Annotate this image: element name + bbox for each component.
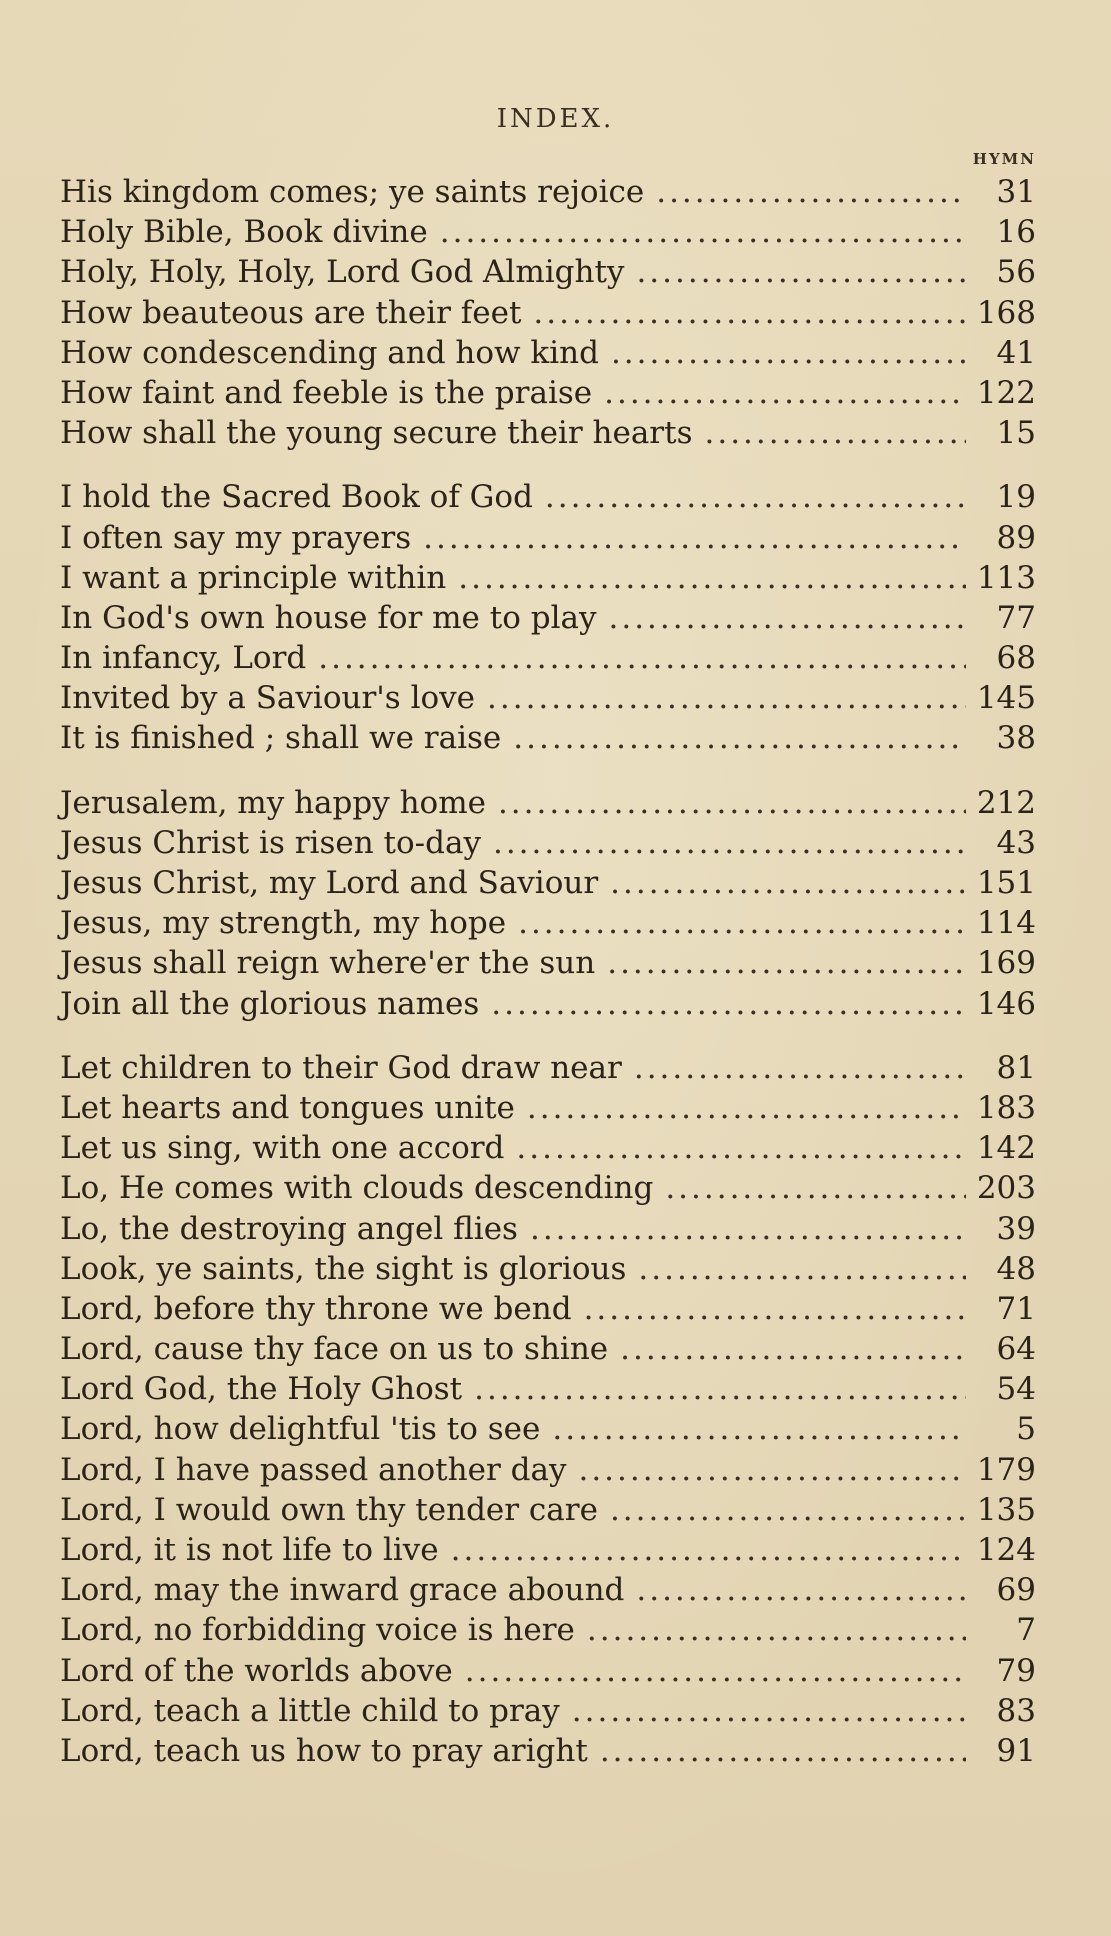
hymn-number: 69 xyxy=(996,1572,1036,1609)
dot-leader xyxy=(423,518,966,558)
index-entry xyxy=(60,1610,1036,1650)
dot-leader xyxy=(440,212,966,252)
dot-leader xyxy=(465,1651,966,1691)
index-entry xyxy=(60,1450,1036,1490)
dot-leader xyxy=(587,1610,966,1650)
hymn-number: 151 xyxy=(976,865,1036,901)
dot-leader xyxy=(584,1289,966,1329)
index-entry xyxy=(60,638,1036,678)
hymn-title: In infancy, Lord xyxy=(60,640,307,677)
index-entry xyxy=(60,252,1036,292)
dot-leader xyxy=(491,984,966,1024)
hymn-number: 77 xyxy=(996,599,1036,636)
hymn-index xyxy=(60,172,1036,1771)
hymn-title: I want a principle within xyxy=(60,559,447,596)
dot-leader xyxy=(610,863,966,903)
hymn-number: 79 xyxy=(996,1652,1036,1689)
hymn-number: 48 xyxy=(996,1250,1036,1287)
dot-leader xyxy=(610,1490,966,1530)
hymn-title: Lord, cause thy face on us to shine xyxy=(60,1331,609,1368)
index-entry xyxy=(60,558,1036,598)
hymn-number: 19 xyxy=(996,479,1036,516)
hymn-title: Lord God, the Holy Ghost xyxy=(60,1371,463,1408)
hymn-title: It is finished ; shall we raise xyxy=(60,720,502,757)
dot-leader xyxy=(608,598,966,638)
index-entry xyxy=(60,1209,1036,1249)
hymn-number: 203 xyxy=(976,1170,1036,1207)
hymn-title: Lord, I would own thy tender care xyxy=(60,1491,598,1528)
dot-leader xyxy=(474,1369,966,1409)
index-entry xyxy=(60,943,1036,983)
index-group xyxy=(60,1048,1036,1771)
hymn-number: 122 xyxy=(976,374,1036,411)
hymn-number: 83 xyxy=(996,1692,1036,1729)
hymn-number: 146 xyxy=(976,985,1036,1022)
hymn-column-label: HYMN xyxy=(972,150,1036,168)
index-entry xyxy=(60,598,1036,638)
hymn-title: Lord, before thy throne we bend xyxy=(60,1290,572,1327)
hymn-number: 113 xyxy=(976,559,1036,596)
dot-leader xyxy=(604,373,966,413)
hymn-title: Lord of the worlds above xyxy=(60,1652,453,1689)
index-group xyxy=(60,172,1036,453)
dot-leader xyxy=(636,252,966,292)
page-title: INDEX. xyxy=(496,104,615,134)
hymn-title: Holy, Holy, Holy, Lord God Almighty xyxy=(60,254,625,291)
index-entry xyxy=(60,1409,1036,1449)
hymn-title: Jesus shall reign where'er the sun xyxy=(60,945,596,982)
hymn-title: His kingdom comes; ye saints rejoice xyxy=(60,174,645,210)
index-entry xyxy=(60,903,1036,943)
index-entry xyxy=(60,984,1036,1024)
dot-leader xyxy=(607,943,966,983)
hymn-number: 81 xyxy=(996,1049,1036,1086)
index-entry xyxy=(60,1088,1036,1128)
index-entry xyxy=(60,413,1036,453)
hymn-title: Jerusalem, my happy home xyxy=(60,784,486,821)
index-entry xyxy=(60,1530,1036,1570)
dot-leader xyxy=(636,1570,966,1610)
dot-leader xyxy=(513,718,966,758)
hymn-number: 135 xyxy=(976,1491,1036,1528)
hymn-number: 5 xyxy=(1016,1411,1036,1448)
index-entry xyxy=(60,678,1036,718)
index-entry xyxy=(60,1691,1036,1731)
hymn-title: In God's own house for me to play xyxy=(60,599,597,636)
dot-leader xyxy=(620,1329,966,1369)
hymn-title: Lord, may the inward grace abound xyxy=(60,1572,625,1609)
hymn-number: 68 xyxy=(996,640,1036,677)
hymn-number: 183 xyxy=(976,1089,1036,1126)
hymn-number: 169 xyxy=(976,945,1036,982)
index-entry xyxy=(60,1249,1036,1289)
dot-leader xyxy=(533,293,966,333)
hymn-title: Let children to their God draw near xyxy=(60,1049,622,1086)
index-entry xyxy=(60,1731,1036,1771)
hymn-number: 168 xyxy=(976,294,1036,331)
dot-leader xyxy=(545,477,966,517)
index-entry xyxy=(60,1168,1036,1208)
dot-leader xyxy=(451,1530,966,1570)
dot-leader xyxy=(578,1450,966,1490)
dot-leader xyxy=(611,333,966,373)
index-entry xyxy=(60,863,1036,903)
dot-leader xyxy=(705,413,967,453)
index-entry xyxy=(60,1490,1036,1530)
hymn-number: 7 xyxy=(1016,1612,1036,1649)
hymn-title: I often say my prayers xyxy=(60,519,412,556)
hymn-title: Holy Bible, Book divine xyxy=(60,214,428,251)
index-entry xyxy=(60,718,1036,758)
hymn-title: Jesus Christ, my Lord and Saviour xyxy=(60,865,599,901)
hymn-number: 212 xyxy=(976,784,1036,821)
dot-leader xyxy=(493,823,966,863)
hymn-number: 31 xyxy=(996,174,1036,210)
index-entry xyxy=(60,823,1036,863)
hymn-number: 41 xyxy=(996,334,1036,371)
hymn-title: How condescending and how kind xyxy=(60,334,599,371)
hymn-number: 64 xyxy=(996,1331,1036,1368)
dot-leader xyxy=(638,1249,966,1289)
hymn-title: Lord, it is not life to live xyxy=(60,1532,439,1568)
hymn-title: Lo, the destroying angel flies xyxy=(60,1210,518,1247)
hymn-number: 142 xyxy=(976,1130,1036,1167)
hymn-title: How beauteous are their feet xyxy=(60,294,522,331)
hymn-number: 145 xyxy=(976,680,1036,717)
hymn-number: 91 xyxy=(996,1732,1036,1769)
hymn-title: Let hearts and tongues unite xyxy=(60,1089,515,1126)
hymn-number: 114 xyxy=(976,905,1036,942)
hymn-number: 15 xyxy=(996,415,1036,452)
dot-leader xyxy=(634,1048,966,1088)
dot-leader xyxy=(530,1209,966,1249)
dot-leader xyxy=(518,903,966,943)
hymn-title: Jesus, my strength, my hope xyxy=(60,905,507,942)
index-entry xyxy=(60,373,1036,413)
index-entry xyxy=(60,1369,1036,1409)
hymn-number: 71 xyxy=(996,1290,1036,1327)
dot-leader xyxy=(552,1409,966,1449)
hymn-number: 43 xyxy=(996,824,1036,861)
hymn-title: Lord, teach us how to pray aright xyxy=(60,1732,588,1769)
index-entry xyxy=(60,1651,1036,1691)
index-entry xyxy=(60,783,1036,823)
hymn-number: 38 xyxy=(996,720,1036,757)
index-entry xyxy=(60,172,1036,212)
hymn-title: Jesus Christ is risen to-day xyxy=(60,824,481,861)
hymn-number: 124 xyxy=(976,1532,1036,1568)
dot-leader xyxy=(600,1731,966,1771)
hymn-title: Lord, no forbidding voice is here xyxy=(60,1612,575,1649)
hymn-number: 39 xyxy=(996,1210,1036,1247)
dot-leader xyxy=(665,1168,966,1208)
hymn-title: Lord, teach a little child to pray xyxy=(60,1692,560,1729)
hymn-title: Lord, how delightful 'tis to see xyxy=(60,1411,541,1448)
dot-leader xyxy=(527,1088,966,1128)
index-entry xyxy=(60,518,1036,558)
dot-leader xyxy=(318,638,966,678)
hymn-title: Lo, He comes with clouds descending xyxy=(60,1170,654,1207)
index-entry xyxy=(60,1289,1036,1329)
dot-leader xyxy=(458,558,966,598)
hymn-title: Lord, I have passed another day xyxy=(60,1451,567,1488)
index-entry xyxy=(60,477,1036,517)
index-entry xyxy=(60,1329,1036,1369)
hymn-title: Join all the glorious names xyxy=(60,985,480,1022)
dot-leader xyxy=(656,172,966,212)
hymn-title: Invited by a Saviour's love xyxy=(60,680,476,717)
hymn-title: How faint and feeble is the praise xyxy=(60,374,593,411)
dot-leader xyxy=(487,678,966,718)
hymn-number: 56 xyxy=(996,254,1036,291)
index-entry xyxy=(60,212,1036,252)
hymn-title: How shall the young secure their hearts xyxy=(60,415,693,452)
index-group xyxy=(60,783,1036,1024)
hymn-number: 54 xyxy=(996,1371,1036,1408)
dot-leader xyxy=(516,1128,966,1168)
hymn-number: 89 xyxy=(996,519,1036,556)
hymn-title: Look, ye saints, the sight is glorious xyxy=(60,1250,627,1287)
hymn-title: Let us sing, with one accord xyxy=(60,1130,505,1167)
hymn-number: 179 xyxy=(976,1451,1036,1488)
index-entry xyxy=(60,1128,1036,1168)
hymn-number: 16 xyxy=(996,214,1036,251)
index-entry xyxy=(60,293,1036,333)
index-group xyxy=(60,477,1036,758)
hymn-title: I hold the Sacred Book of God xyxy=(60,479,533,516)
index-entry xyxy=(60,333,1036,373)
dot-leader xyxy=(572,1691,966,1731)
dot-leader xyxy=(498,783,966,823)
index-entry xyxy=(60,1570,1036,1610)
index-entry xyxy=(60,1048,1036,1088)
